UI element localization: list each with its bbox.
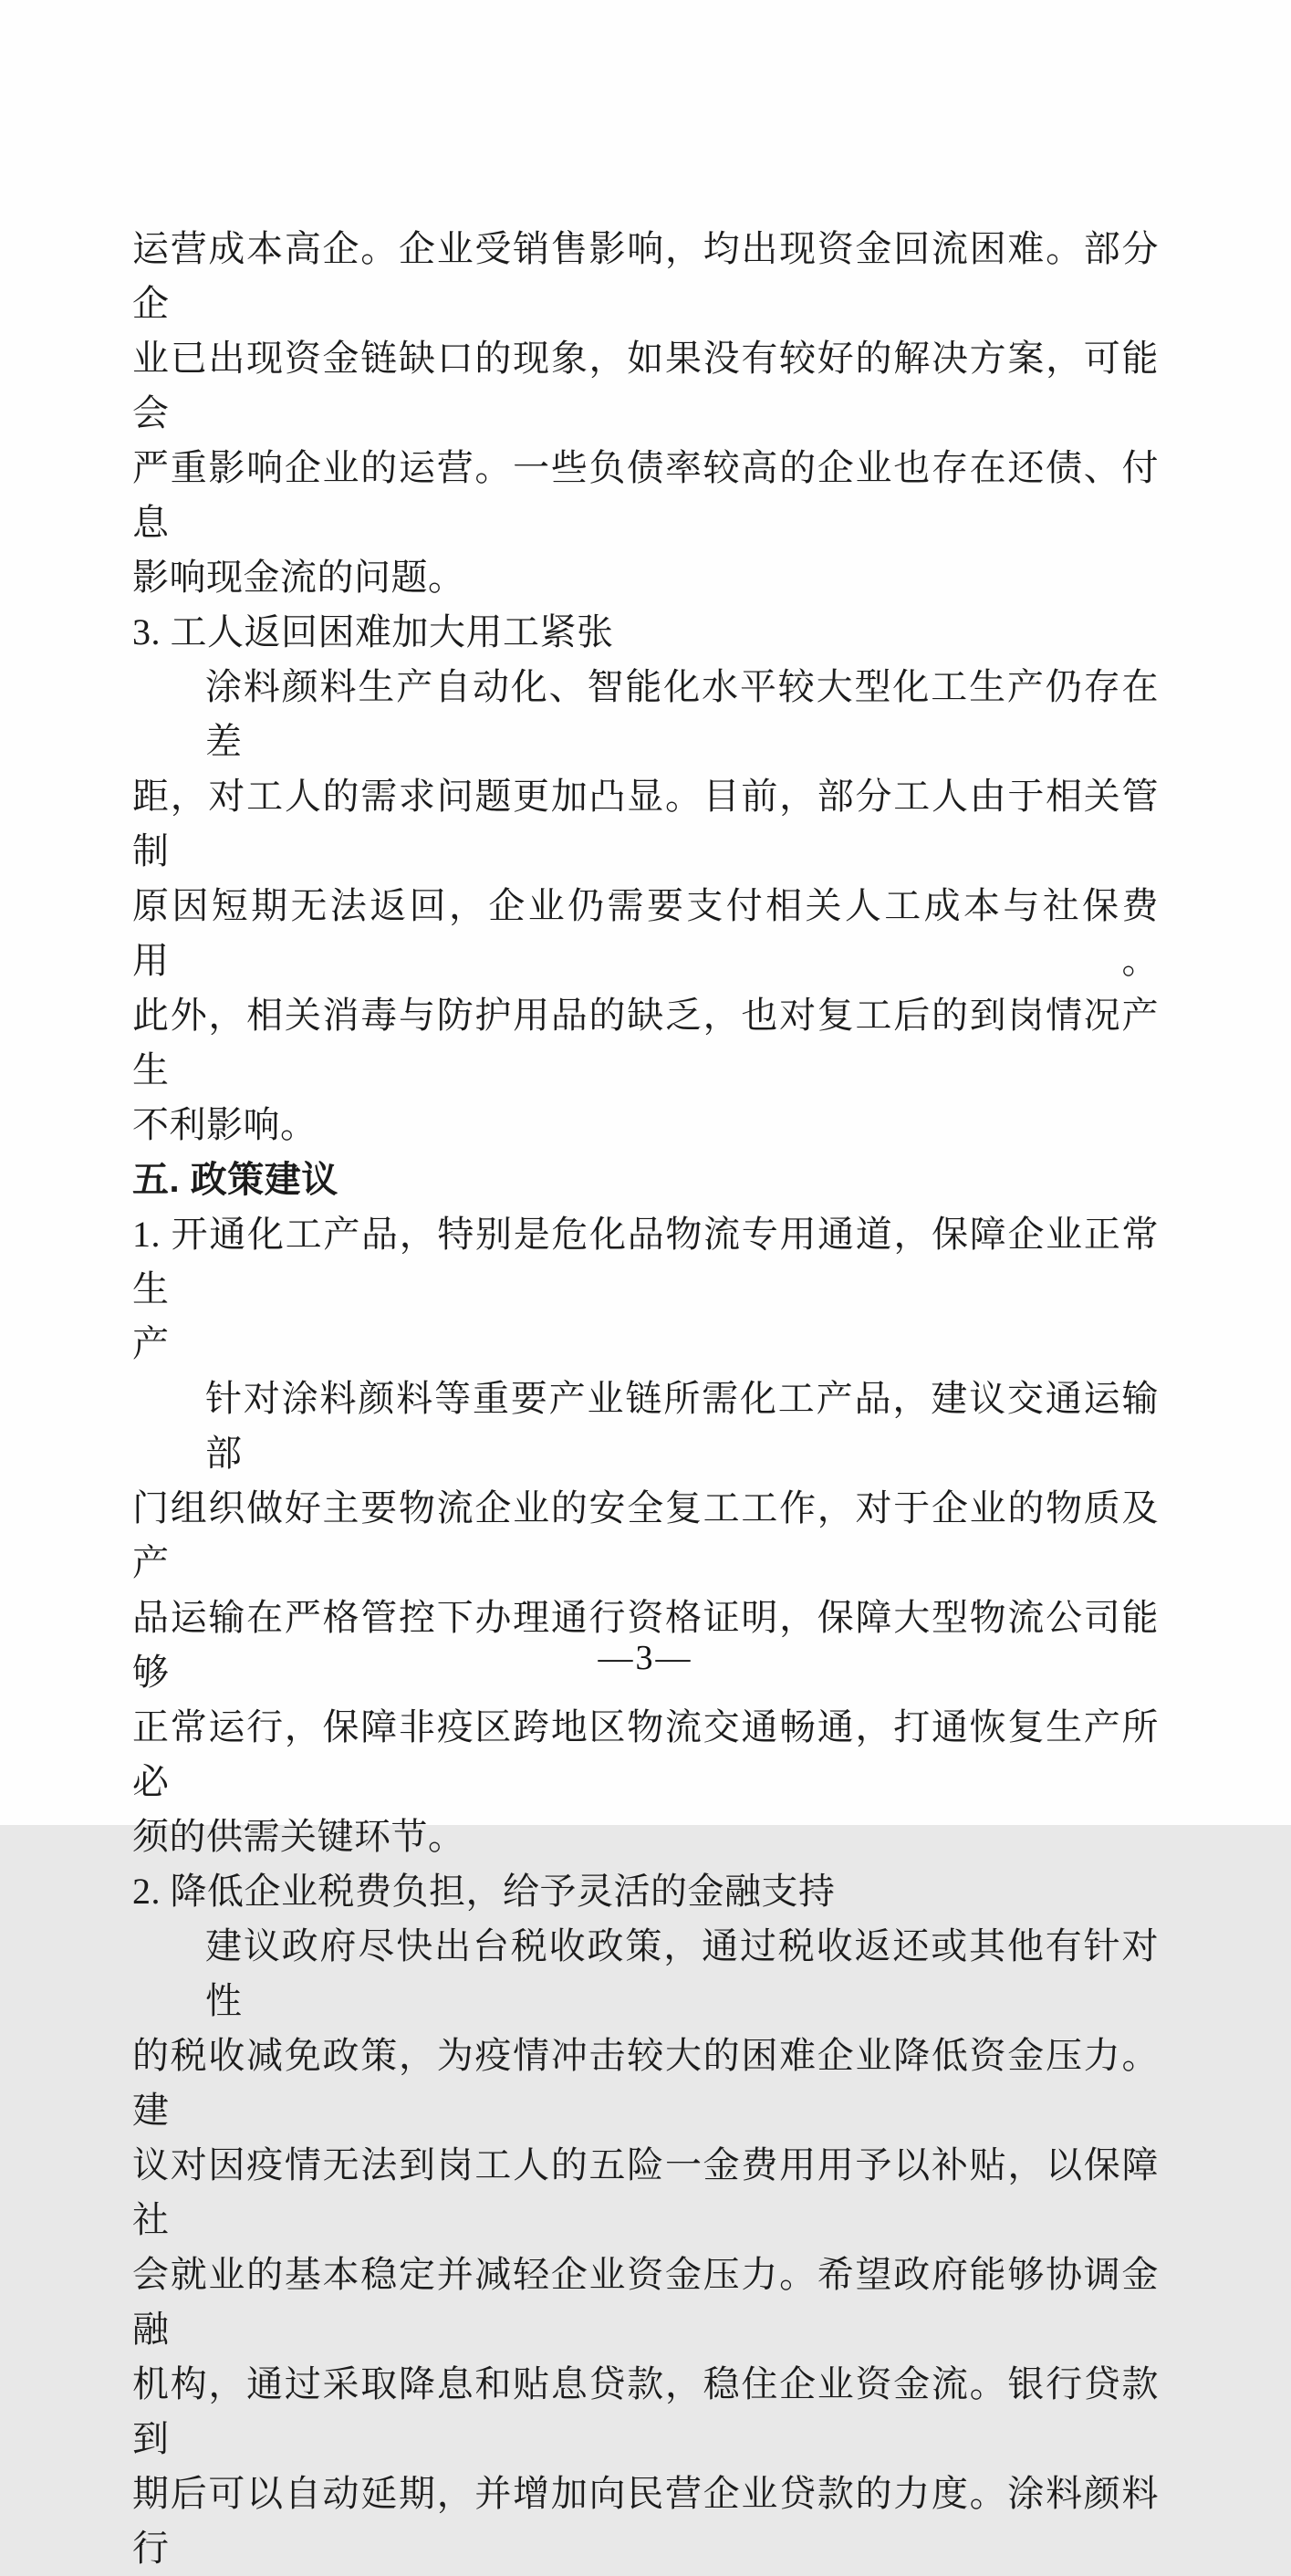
text-line: 产 [132, 1323, 170, 1364]
text-line: 不利影响。 [132, 1104, 318, 1145]
text-line: 运营成本高企。企业受销售影响，均出现资金回流困难。部分企 [132, 228, 1159, 324]
text-line: 建议政府尽快出台税收政策，通过税收返还或其他有针对性 [205, 1925, 1159, 2021]
text-line: 影响现金流的问题。 [132, 557, 465, 598]
page-number: —3— [598, 1639, 693, 1677]
text-line: 会就业的基本稳定并减轻企业资金压力。希望政府能够协调金融 [132, 2254, 1159, 2350]
text-line: 正常运行，保障非疫区跨地区物流交通畅通，打通恢复生产所必 [132, 1706, 1159, 1802]
text-line: 此外，相关消毒与防护用品的缺乏，也对复工后的到岗情况产生 [132, 995, 1159, 1090]
document-body [132, 222, 1159, 2576]
text-line: 须的供需关键环节。 [132, 1816, 465, 1857]
text-line: 严重影响企业的运营。一些负债率较高的企业也存在还债、付息 [132, 447, 1159, 543]
text-line: 期后可以自动延期，并增加向民营企业贷款的力度。涂料颜料行 [132, 2473, 1159, 2569]
section-heading-5: 五. 政策建议 [132, 1160, 338, 1200]
text-line: 的税收减免政策，为疫情冲击较大的困难企业降低资金压力。建 [132, 2035, 1159, 2131]
recommendation-heading-1: 1. 开通化工产品，特别是危化品物流专用通道，保障企业正常生 [132, 1214, 1159, 1309]
text-line: 业已出现资金链缺口的现象，如果没有较好的解决方案，可能会 [132, 338, 1159, 433]
text-line: 距，对工人的需求问题更加凸显。目前，部分工人由于相关管制 [132, 776, 1159, 871]
subsection-heading-3: 3. 工人返回困难加大用工紧张 [132, 611, 614, 652]
text-line: 议对因疫情无法到岗工人的五险一金费用用予以补贴，以保障社 [132, 2144, 1159, 2240]
text-line: 机构，通过采取降息和贴息贷款，稳住企业资金流。银行贷款到 [132, 2363, 1159, 2459]
text-line: 原因短期无法返回，企业仍需要支付相关人工成本与社保费用。 [132, 885, 1159, 981]
text-line: 针对涂料颜料等重要产业链所需化工产品，建议交通运输部 [205, 1378, 1159, 1474]
text-line: 门组织做好主要物流企业的安全复工工作，对于企业的物质及产 [132, 1487, 1159, 1583]
text-line: 涂料颜料生产自动化、智能化水平较大型化工生产仍存在差 [205, 666, 1159, 762]
recommendation-heading-2: 2. 降低企业税费负担，给予灵活的金融支持 [132, 1871, 836, 1912]
text-line: 品运输在严格管控下办理通行资格证明，保障大型物流公司能够 [132, 1597, 1159, 1693]
